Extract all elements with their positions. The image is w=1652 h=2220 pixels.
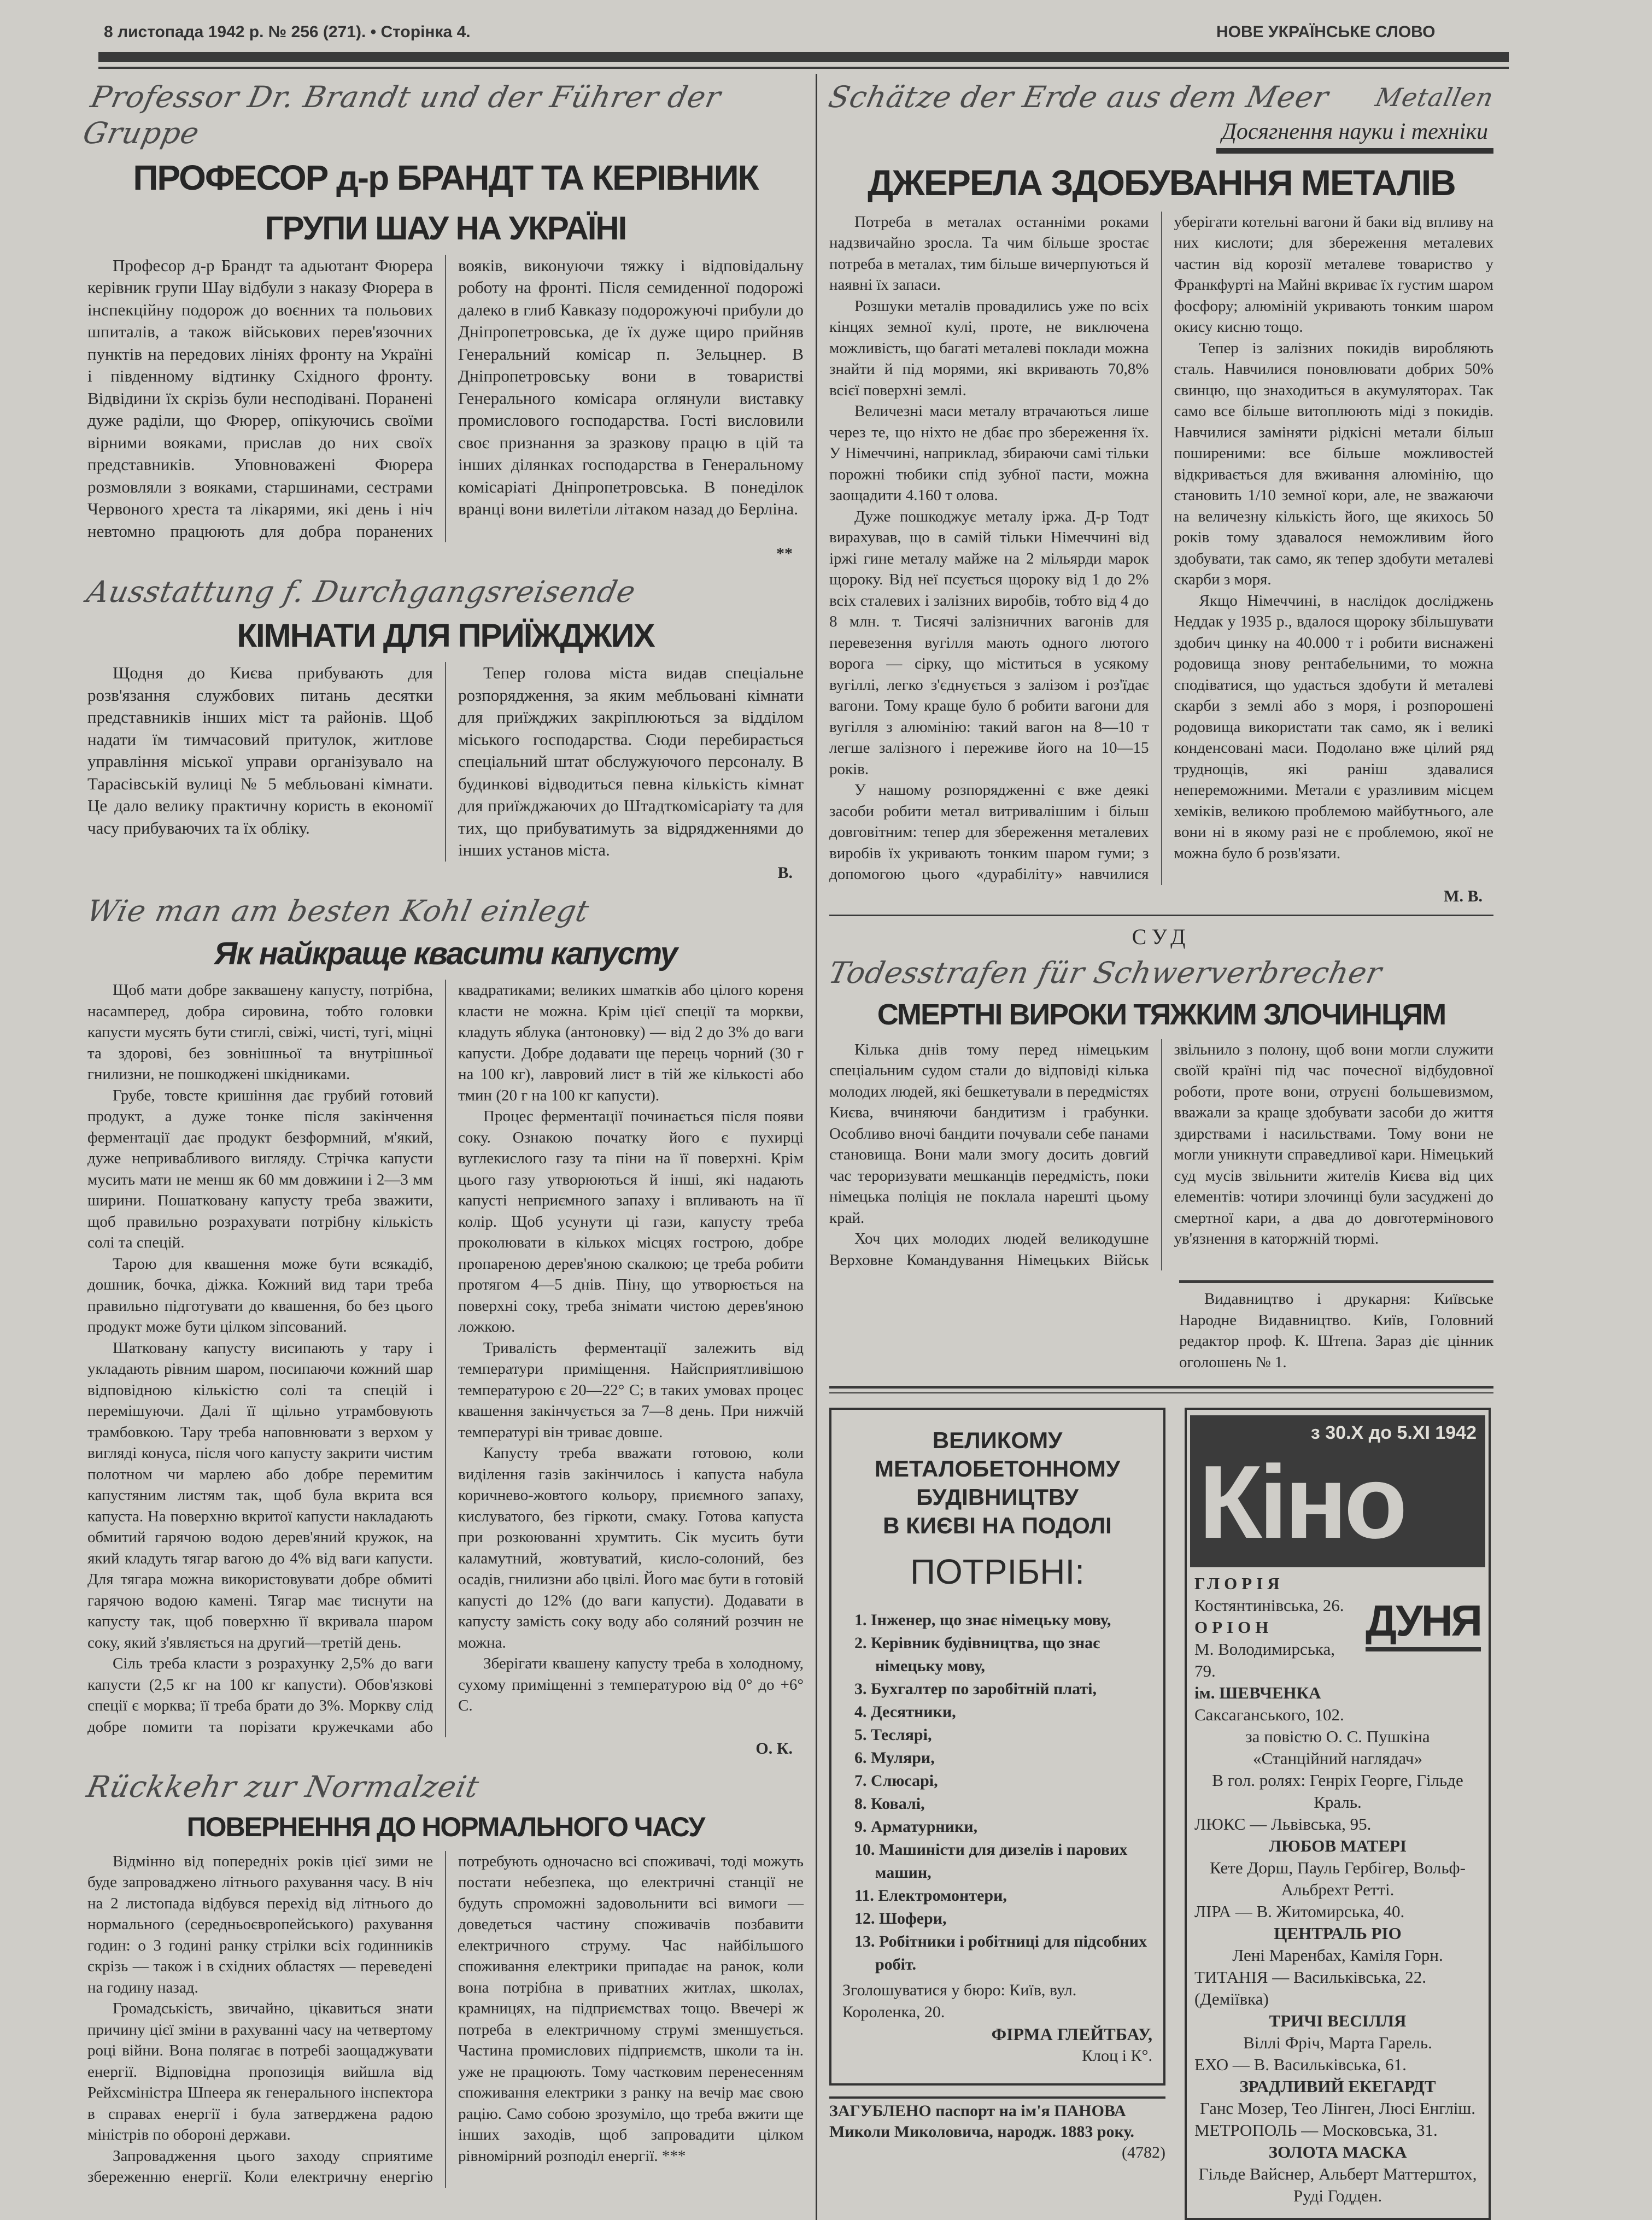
article-body: [87, 980, 804, 1737]
list-item: 12. Шофери,: [854, 1909, 947, 1928]
paragraph: Відмінно від попередніх років цієї зими не буде запроваджено літнього рахування часу. В ніч на 2 листопада відбувся перехід від літнього до нормального (середньоєвропейського) рахування годин: о 3 годині ранку стрілки всіх годинників скрізь — також і в східних областях — переведені на годину назад.: [87, 1852, 433, 1996]
paragraph: Щодня до Києва прибувають для розв'язання службових питань десятки представників інших міст та районів. Щоб надати їм тимчасовий притулок, житлове управління міської управи організувало на Тарасівській вулиці № 5 мебльовані кімнати. Це дало велику практичну користь в економії часу прибуваючих та їх обліку.: [87, 663, 433, 837]
film-title: ЛЮБОВ МАТЕРІ: [1268, 1836, 1407, 1856]
paragraph: У нашому розпорядженні є вже деякі засоби робити метал витривалішим і більш довговітним: тепер для збереження металевих виробів їх укривають тонким шаром гуми; з допомогою цього «дурабіліту» навчилися уберігати котельні вагони й баки від впливу на них кислоти; для збереження металевих частин від корозії металеве товариство у Франкфурті на Майні вкриває їх густим шаром фосфору; алюміній укривають тонким шаром окису кисню тощо.: [829, 213, 1493, 883]
paragraph: Розшуки металів провадились уже по всіх кінцях земної кулі, проте, не виключена можливість, що багаті металеві поклади можна знайти й під морями, які вкривають 70,8% всієї поверхні землі.: [829, 297, 1149, 399]
list-item: 13. Робітники і робітниці для підсобних робіт.: [854, 1932, 1147, 1974]
paragraph: Тепер голова міста видав спеціальне розпорядження, за яким мебльовані кімнати для приїжджих закріплюються за відділом міського господарства. Сюди перебирається спеціальний штат обслужуючого персоналу. В будинкові відводиться певна кількість кімнат для приїжджаючих до Штадткомісаріату та для тих, що прибуватимуть за відрядженнями до інших установ міста.: [458, 663, 804, 860]
article-body: [87, 1851, 804, 2188]
colophon: Видавництво і друкарня: Київське Народне Видавництво. Київ, Головний редактор проф. К. Штепа. Зараз діє цінник оголошень № 1.: [1179, 1280, 1493, 1373]
theater: ЛЮКС — Львівська, 95.: [1194, 1814, 1372, 1834]
section-rubric: СУД: [1132, 924, 1191, 949]
ads-left: [829, 1408, 1165, 2163]
paragraph: Професор д-р Брандт та адьютант Фюрера керівник групи Шау відбули з наказу Фюрера в інспекційну подорож до воєнних та польових шпиталів, а також військових перев'язочних пунктів на передових лініях фронту на Україні і південному відтинку Східного фронту. Відвідини їх скрізь були несподівані. Поранені дуже раділи, що Фюрер, опікуючись своїми вірними вояками, прислав до них своїх представників. Уповноважені Фюрера розмовляли з вояками, старшинами, сестрами Червоного хреста та лікарями, які день і ніч невтомно працюють для добра поранених вояків, виконуючи тяжку і відповідальну роботу на фронті. Після семиденної подорожі далеко в глиб Кавказу подорожуючі прибули до Дніпропетровська, де їх дуже щиро прийняв Генеральний комісар п. Зельцнер. В Дніпропетровську вони в товаристві Генерального комісара оглянули виставку промислового господарства. Гості висловили своє признання за зразкову працю в цій та інших ділянках господарства в Генеральному комісаріаті Дніпропетровська. В понеділок вранці вони вилетіли літаком назад до Берліна.: [87, 255, 804, 541]
main-film-title: ДУНЯ: [1366, 1595, 1481, 1651]
paragraph: Дуже пошкоджує металу іржа. Д-р Тодт вирахував, що в самій тільки Німеччині від іржі гине металу майже на 2 мільярди марок щороку. Від неї псується щороку від 1 до 2% всіх сталевих і залізних виробів, тобто від 4 до 8 млн. т. Тисячі залізничних вагонів для перевезення вугілля мають одного лютого ворога — сірку, що міститься в усякому вугіллі, легко з'єднується з залізом і роз'їдає вагони. Тому краще було б робити вагони для вугілля з алюмінію: такий вагон на 8—10 т легше залізного і переживе його на 10—15 років.: [829, 507, 1149, 778]
divider: [829, 1392, 1493, 1393]
paragraph: Громадськість, звичайно, цікавиться знати причину цієї зміни в рахуванні часу на четвертому році війни. Вона полягає в потребі заощаджувати енергії. Відповідна пропозиція вийшла від Рейхсміністра Шпеера як генерального інспектора в справах енергії і була затверджена радою міністрів по обороні держави.: [87, 2000, 433, 2144]
film-cast: Ганс Мозер, Тео Лінген, Люсі Енглiш.: [1199, 2099, 1476, 2118]
right-column: [816, 74, 1497, 2220]
article-body: [829, 1039, 1493, 1271]
film-cast: Гільде Вайснер, Альберт Маттерштох, Руді Годден.: [1198, 2164, 1477, 2206]
handwritten-note: Rückkehr zur Normalzeit: [84, 1770, 483, 1805]
ad-heading: В КИЄВІ НА ПОДОЛІ: [883, 1513, 1112, 1539]
list-item: 4. Десятники,: [854, 1703, 956, 1721]
article-title: ДЖЕРЕЛА ЗДОБУВАННЯ МЕТАЛІВ: [868, 162, 1455, 203]
theater: МЕТРОПОЛЬ — Московська, 31.: [1194, 2121, 1438, 2140]
list-item: 8. Ковалі,: [854, 1795, 925, 1813]
list-item: 2. Керівник будівництва, що знає німецьку мову,: [854, 1634, 1100, 1676]
listing: [1194, 1901, 1481, 1966]
listing: [1194, 1966, 1481, 2054]
paragraph: Величезні маси металу втрачаються лише через те, що ніхто не дбає про збереження їх. У Німеччині, наприклад, збираючи самі тільки порожні тюбики спід зубної пасти, можна заощадити 4.160 т олова.: [829, 402, 1149, 505]
ad-firm-owner: Клоц і К°.: [1082, 2047, 1152, 2065]
paragraph: Тарою для квашення може бути всякадіб, дошник, бочка, діжка. Кожний вид тари треба правильно підготувати до квашення, бо без цього продукт може бути цілком зіпсований.: [87, 1255, 433, 1336]
paragraph: Тривалість ферментації залежить від температури приміщення. Найсприятливішою температурою є 20—22° С; в таких умовах процес квашення закінчується за 7—8 день. При нижчій температурі він триває довше.: [458, 1339, 804, 1441]
article-body: [829, 212, 1493, 885]
theater-name: ОРІОН: [1194, 1618, 1273, 1637]
article-title: ПОВЕРНЕННЯ ДО НОРМАЛЬНОГО ЧАСУ: [186, 1812, 705, 1843]
paragraph: Шатковану капусту висипають у тару і укладають рівним шаром, посипаючи кожний шар відповідною кількістю солі та спецій і перемішуючи. Далі її щільно утрамбовують трамбовкою. Тару треба наповнювати з верхом у вигляді конуса, після чого капусту закрити чистим полотном чи марлею або добре перемитим капустяним листям так, щоб була вкрита вся капуста. На поверхню вкритої капусти накладають обмитий гарячою водою дерев'яний кружок, на який кладуть тягар вагою до 4% від ваги капусти. Для тягара можна використовувати добре обмиті гарячою водою камені. Тягар має тиснути на капусту так, щоб поверхню її вкривала шаром соку, який з'являється на другий—третій день.: [87, 1339, 433, 1651]
ad-heading: МЕТАЛОБЕТОННОМУ: [875, 1456, 1120, 1482]
main-film-block: [1194, 1573, 1481, 1726]
ad-contact: Зголошуватися у бюро: Київ, вул. Короленка, 20.: [842, 1981, 1077, 2022]
cinema-dates: з 30.X до 5.XI 1942: [1310, 1422, 1477, 1444]
job-list: [842, 1609, 1152, 1976]
film-title: ЗРАДЛИВИЙ ЕКЕГАРДТ: [1239, 2077, 1436, 2096]
theater-address: Костянтинівська, 26.: [1194, 1596, 1344, 1615]
article-title: ПРОФЕСОР д-р БРАНДТ ТА КЕРІВНИК: [133, 158, 758, 197]
film-note: за повістю О. С. Пушкіна: [1245, 1727, 1430, 1747]
paragraph: Кілька днів тому перед німецьким спеціальним судом стали до відповіді кілька молодих людей, які бешкетували в передмістях Києва, вчиняючи бандитизм і грабунки. Особливо вночі бандити почували себе панами становища. Вони мали змогу досить довгий час тероризувати мешканців передмість, поки німецька поліція не поклала нарешті цьому край.: [829, 1040, 1149, 1227]
paragraph: Запровадження цього заходу сприятиме збереженню енергії. Коли електричну енергію потребують одночасно всі споживачі, тоді можуть постати небезпека, що електричні станції не будуть спроможні задовольнити всі вимоги — доведеться частину споживачів позбавити електричного струму. Час найбільшого споживання електрики припадає на ранок, коли вона потрібна в приватних житлах, школах, крамницях, на підприємствах тощо. Ввечері ж потреба в електричному струмі зменшується. Частина промислових підприємств, школи та ін. уже не працюють. Тому частковим перенесенням споживання електрики з ранку на вечір має свою рацію. Само собою зрозуміло, що треба вжити ще інших заходів, щоб запровадити цілком рівномірний розподіл енергії. ***: [87, 1852, 804, 2186]
paragraph: Сіль треба класти з розрахунку 2,5% до ваги капусти (2,5 кг на 100 кг капусти). Обов'язкові спеції є морква; її треба брати до 3%. Моркву слід добре помити та порізати кружечками або квадратиками; великих шматків або цілого кореня класти не можна. Крім цієї спеції та моркви, кладуть яблука (антоновку) — від 2 до 3% до ваги капусти. Добре додавати ще перець чорний (30 г на 100 кг), лавровий лист в тій же кількості або тмин (20 г на 100 кг капусти).: [87, 981, 804, 1736]
cinema-listings: [1185, 1408, 1491, 2220]
article-body: [87, 255, 804, 543]
top-rule: [98, 52, 1509, 62]
ad-needed: ПОТРІБНІ:: [910, 1552, 1085, 1592]
theater-name: ГЛОРІЯ: [1194, 1574, 1284, 1594]
film-cast: Лені Маренбах, Каміля Горн.: [1232, 1946, 1443, 1965]
handwritten-note: Todesstrafen für Schwerverbrecher: [825, 955, 1385, 990]
section-rubric: Досягнення науки і техніки: [1216, 119, 1493, 154]
paragraph: Грубе, товсте кришіння дає грубий готовий продукт, а дуже тонке після закінчення ферментації дає продукт безформний, м'який, дуже непривабливого вигляду. Стрічка капусти мусить мати не менш як 60 мм довжини і 2—3 мм ширини. Пошатковану капусту треба зважити, щоб правильно розрахувати потрібну кількість солі та спецій.: [87, 1086, 433, 1252]
film-cast: В гол. ролях: Генріх Георге, Гільде Краль.: [1212, 1771, 1463, 1812]
issue-line: 8 листопада 1942 р. № 256 (271). • Сторінка 4.: [104, 23, 471, 41]
paragraph: Процес ферментації починається після появи соку. Ознакою початку його є пухирці вуглекислого газу та піни на її поверхні. Крім цього газу утворюються й інші, які надають капусті неприємного запаху і впливають на її колір. Щоб усунути ці гази, капусту треба проколювати в кількох місцях гострою, добре пропареною дерев'яною скалкою; це треба робити протягом 4—5 днів. Піну, що утворюється на поверхні соку, треба знімати чистою дерев'яною ложкою.: [458, 1108, 804, 1336]
top-rule-thin: [98, 67, 1509, 69]
article-title: ГРУПИ ШАУ НА УКРАЇНІ: [265, 209, 626, 247]
handwritten-note: Schätze der Erde aus dem Meer: [825, 80, 1332, 114]
film-title: ЦЕНТРАЛЬ РІО: [1274, 1924, 1402, 1943]
left-column: [80, 74, 804, 2188]
paragraph: Капусту треба вважати готовою, коли виділення газів закінчилось і капуста набула коричнево-жовтого кольору, приємного запаху, кислуватого, без гіркоти, смаку. Готова капуста при розкоюванні хрумтить. Сік мусить бути каламутний, жовтуватий, кисло-солоний, без осадів, гнилизни або цвілі. Його має бути в готовій капусті до 12% (до ваги капусти). Додавати в капусту замість соку воду або соляний розчин не можна.: [458, 1444, 804, 1651]
lost-passport-ad: [829, 2096, 1165, 2163]
article-title: Як найкраще квасити капусту: [214, 935, 677, 971]
listing: [1194, 1813, 1481, 1901]
handwritten-note: Ausstattung f. Durchgangsreisende: [84, 575, 639, 610]
divider: [829, 915, 1493, 916]
cinema-logo-box: [1190, 1415, 1485, 1567]
signature: **: [776, 544, 793, 563]
list-item: 7. Слюсарі,: [854, 1772, 938, 1790]
theater-name: ім. ШЕВЧЕНКА: [1194, 1683, 1321, 1703]
theater-address: М. Володимирська, 79.: [1194, 1639, 1335, 1681]
handwritten-note: Metallen: [1373, 83, 1497, 112]
lost-ad-text: ЗАГУБЛЕНО паспорт на ім'я ПАНОВА Миколи Миколовича, народж. 1883 року.: [829, 2102, 1134, 2141]
article-body: [87, 662, 804, 862]
paragraph: Тепер із залізних покидів виробляють сталь. Навчилися поновлювати добрих 50% свинцю, що знаходиться в акумуляторах. Так само все більше витоплюють міді з покидів. Навчилися заміняти рідкісні метали більш поширеними: все більше можливостей відкривається для вживання алюмінію, що становить 1/10 земної кори, але, не зважаючи на величезну кількість його, ще якихось 50 років тому здавалося неможливим його здобувати, так само, як тепер здобути металеві скарби з моря.: [1174, 339, 1493, 589]
top-theaters: [1194, 1573, 1360, 1726]
film-cast: Кете Дорш, Пауль Гербігер, Вольф-Альбрехт Ретті.: [1210, 1858, 1466, 1900]
article-title: КІМНАТИ ДЛЯ ПРИЇЖДЖИХ: [237, 617, 654, 654]
handwritten-note: Professor Dr. Brandt und der Führer der Gruppe: [80, 80, 724, 150]
ad-code: (4782): [1122, 2143, 1165, 2162]
signature: В.: [777, 863, 793, 882]
theater: ЛІРА — В. Житомирська, 40.: [1194, 1902, 1405, 1922]
film-title: ТРИЧІ ВЕСІЛЛЯ: [1269, 2011, 1407, 2031]
paragraph: Якщо Німеччині, в наслідок досліджень Неддак у 1935 р., вдалося щороку збільшувати здобич цинку на 40.000 т і робити виснажені родовища знову рентабельними, то можна сподіватися, що удасться здобути й металеві скарби з землі або з моря, і розпорошені родовища використати так само, як і великі конденсовані маси. Подолано вже цілий ряд труднощів, які раніш здавалися непереможними. Метали є уразливим місцем хеміків, великою проблемою майбутнього, але вони ні в якому разі не є проблемою, якої не можна було б розв'язати.: [1174, 591, 1493, 862]
paragraph: Зберігати квашену капусту треба в холодному, сухому приміщенні з температурою від 0° до +6° С.: [458, 1655, 804, 1715]
list-item: 11. Електромонтери,: [854, 1887, 1007, 1905]
ads-row: [829, 1408, 1493, 2220]
article-title: СМЕРТНІ ВИРОКИ ТЯЖКИМ ЗЛОЧИНЦЯМ: [877, 998, 1446, 1031]
paragraph: Хоч цих молодих людей великодушне Верховне Командування Німецьких Військ звільнило з полону, щоб вони могли служити своїй країні під час почесної відбудовної роботи, проте вони, отруєні большевизмом, вважали за краще здобувати засоби до життя здирствами і насильствами. Тому вони не могли уникнути справедливої кари. Німецький суд мусів звільнити жителів Києва від цих елементів: чотири злочинці були засуджені до смертної кари, а два до довготермінового ув'язнення в каторжній тюрмі.: [829, 1040, 1493, 1269]
list-item: 6. Муляри,: [854, 1749, 935, 1767]
job-advertisement: [829, 1408, 1165, 2086]
handwritten-note: Wie man am besten Kohl einlegt: [84, 893, 593, 928]
ad-firm: ФІРМА ГЛЕЙТБАУ,: [991, 2024, 1152, 2045]
cinema-logo: Кіно: [1199, 1444, 1404, 1561]
paragraph: Щоб мати добре заквашену капусту, потрібна, насамперед, добра сировина, тобто головки капусти мусять бути стиглі, свіжі, чисті, тугі, міцні та здорові, без зовнішньої та внутрішньої гнилизни, не пошкоджені шкідниками.: [87, 981, 433, 1083]
film-cast: Віллі Фріч, Марта Гарель.: [1243, 2033, 1432, 2053]
list-item: 3. Бухгалтер по заробітній платі,: [854, 1680, 1097, 1698]
paragraph: Потреба в металах останніми роками надзвичайно зросла. Та чим більше зростає потреба в металах, тим більше вичерпуються й наявні їх запаси.: [829, 213, 1149, 294]
theater-address: Саксаганського, 102.: [1194, 1705, 1344, 1725]
ad-heading: ВЕЛИКОМУ: [932, 1427, 1063, 1454]
listing: [1194, 2119, 1481, 2207]
list-item: 1. Інженер, що знає німецьку мову,: [854, 1611, 1111, 1630]
list-item: 5. Теслярі,: [854, 1726, 932, 1744]
theater: ТИТАНІЯ — Васильківська, 22. (Деміївка): [1194, 1967, 1427, 2009]
listing: [1194, 2054, 1481, 2119]
signature: О. К.: [755, 1739, 793, 1758]
newspaper-name: НОВЕ УКРАЇНСЬКЕ СЛОВО: [1216, 23, 1436, 41]
theater: ЕХО — В. Васильківська, 61.: [1194, 2055, 1407, 2075]
handwriting-row: [825, 74, 1497, 119]
film-title: ЗОЛОТА МАСКА: [1268, 2142, 1407, 2162]
signature: М. В.: [1444, 887, 1483, 905]
list-item: 10. Машиністи для дизелів і парових машин,: [854, 1841, 1128, 1882]
ad-heading: БУДІВНИЦТВУ: [916, 1484, 1079, 1510]
film-note: «Станційний наглядач»: [1253, 1749, 1422, 1768]
list-item: 9. Арматурники,: [854, 1818, 978, 1836]
divider: [829, 1386, 1493, 1389]
